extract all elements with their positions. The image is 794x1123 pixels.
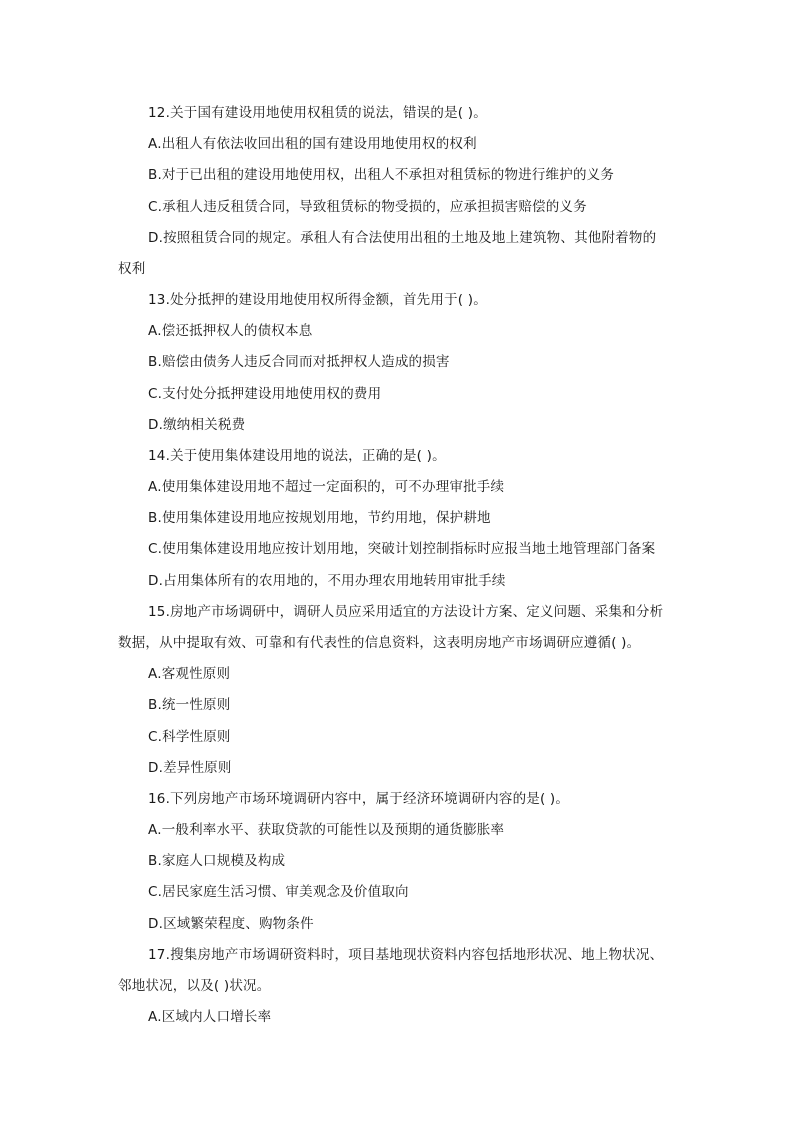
question-14-option-b: B.使用集体建设用地应按规划用地，节约用地，保护耕地 [148, 510, 491, 526]
question-17-stem-continued: 邻地状况，以及( )状况。 [118, 978, 271, 994]
question-13-option-b: B.赔偿由债务人违反合同而对抵押权人造成的损害 [148, 354, 450, 370]
question-16-stem: 16.下列房地产市场环境调研内容中，属于经济环境调研内容的是( )。 [148, 791, 570, 807]
question-13-option-c: C.支付处分抵押建设用地使用权的费用 [148, 386, 382, 402]
question-13-option-a: A.偿还抵押权人的债权本息 [148, 323, 313, 339]
question-17-stem: 17.搜集房地产市场调研资料时，项目基地现状资料内容包括地形状况、地上物状况、 [148, 947, 664, 963]
question-14-stem: 14.关于使用集体建设用地的说法，正确的是( )。 [148, 448, 446, 464]
question-12-stem: 12.关于国有建设用地使用权租赁的说法，错误的是( )。 [148, 105, 487, 121]
question-13-option-d: D.缴纳相关税费 [148, 417, 246, 433]
question-13-stem: 13.处分抵押的建设用地使用权所得金额，首先用于( )。 [148, 292, 487, 308]
question-12-option-a: A.出租人有依法收回出租的国有建设用地使用权的权利 [148, 136, 477, 152]
question-15-option-c: C.科学性原则 [148, 729, 231, 745]
question-12-option-c: C.承租人违反租赁合同，导致租赁标的物受损的，应承担损害赔偿的义务 [148, 199, 587, 215]
question-12-option-d: D.按照租赁合同的规定。承租人有合法使用出租的土地及地上建筑物、其他附着物的 [148, 230, 657, 246]
question-15-stem: 15.房地产市场调研中，调研人员应采用适宜的方法设计方案、定义问题、采集和分析 [148, 604, 664, 620]
question-12-option-d-continued: 权利 [118, 261, 146, 277]
question-15-option-b: B.统一性原则 [148, 697, 231, 713]
question-16-option-c: C.居民家庭生活习惯、审美观念及价值取向 [148, 884, 409, 900]
question-15-stem-continued: 数据，从中提取有效、可靠和有代表性的信息资料，这表明房地产市场调研应遵循( )。 [118, 635, 641, 651]
question-16-option-a: A.一般利率水平、获取贷款的可能性以及预期的通货膨胀率 [148, 822, 505, 838]
question-16-option-d: D.区域繁荣程度、购物条件 [148, 916, 314, 932]
question-12-option-b: B.对于已出租的建设用地使用权，出租人不承担对租赁标的物进行维护的义务 [148, 167, 615, 183]
question-15-option-d: D.差异性原则 [148, 760, 232, 776]
question-15-option-a: A.客观性原则 [148, 666, 231, 682]
question-14-option-a: A.使用集体建设用地不超过一定面积的，可不办理审批手续 [148, 479, 505, 495]
question-14-option-d: D.占用集体所有的农用地的，不用办理农用地转用审批手续 [148, 573, 506, 589]
question-17-option-a: A.区域内人口增长率 [148, 1009, 272, 1025]
question-14-option-c: C.使用集体建设用地应按计划用地，突破计划控制指标时应报当地土地管理部门备案 [148, 541, 656, 557]
question-16-option-b: B.家庭人口规模及构成 [148, 853, 286, 869]
